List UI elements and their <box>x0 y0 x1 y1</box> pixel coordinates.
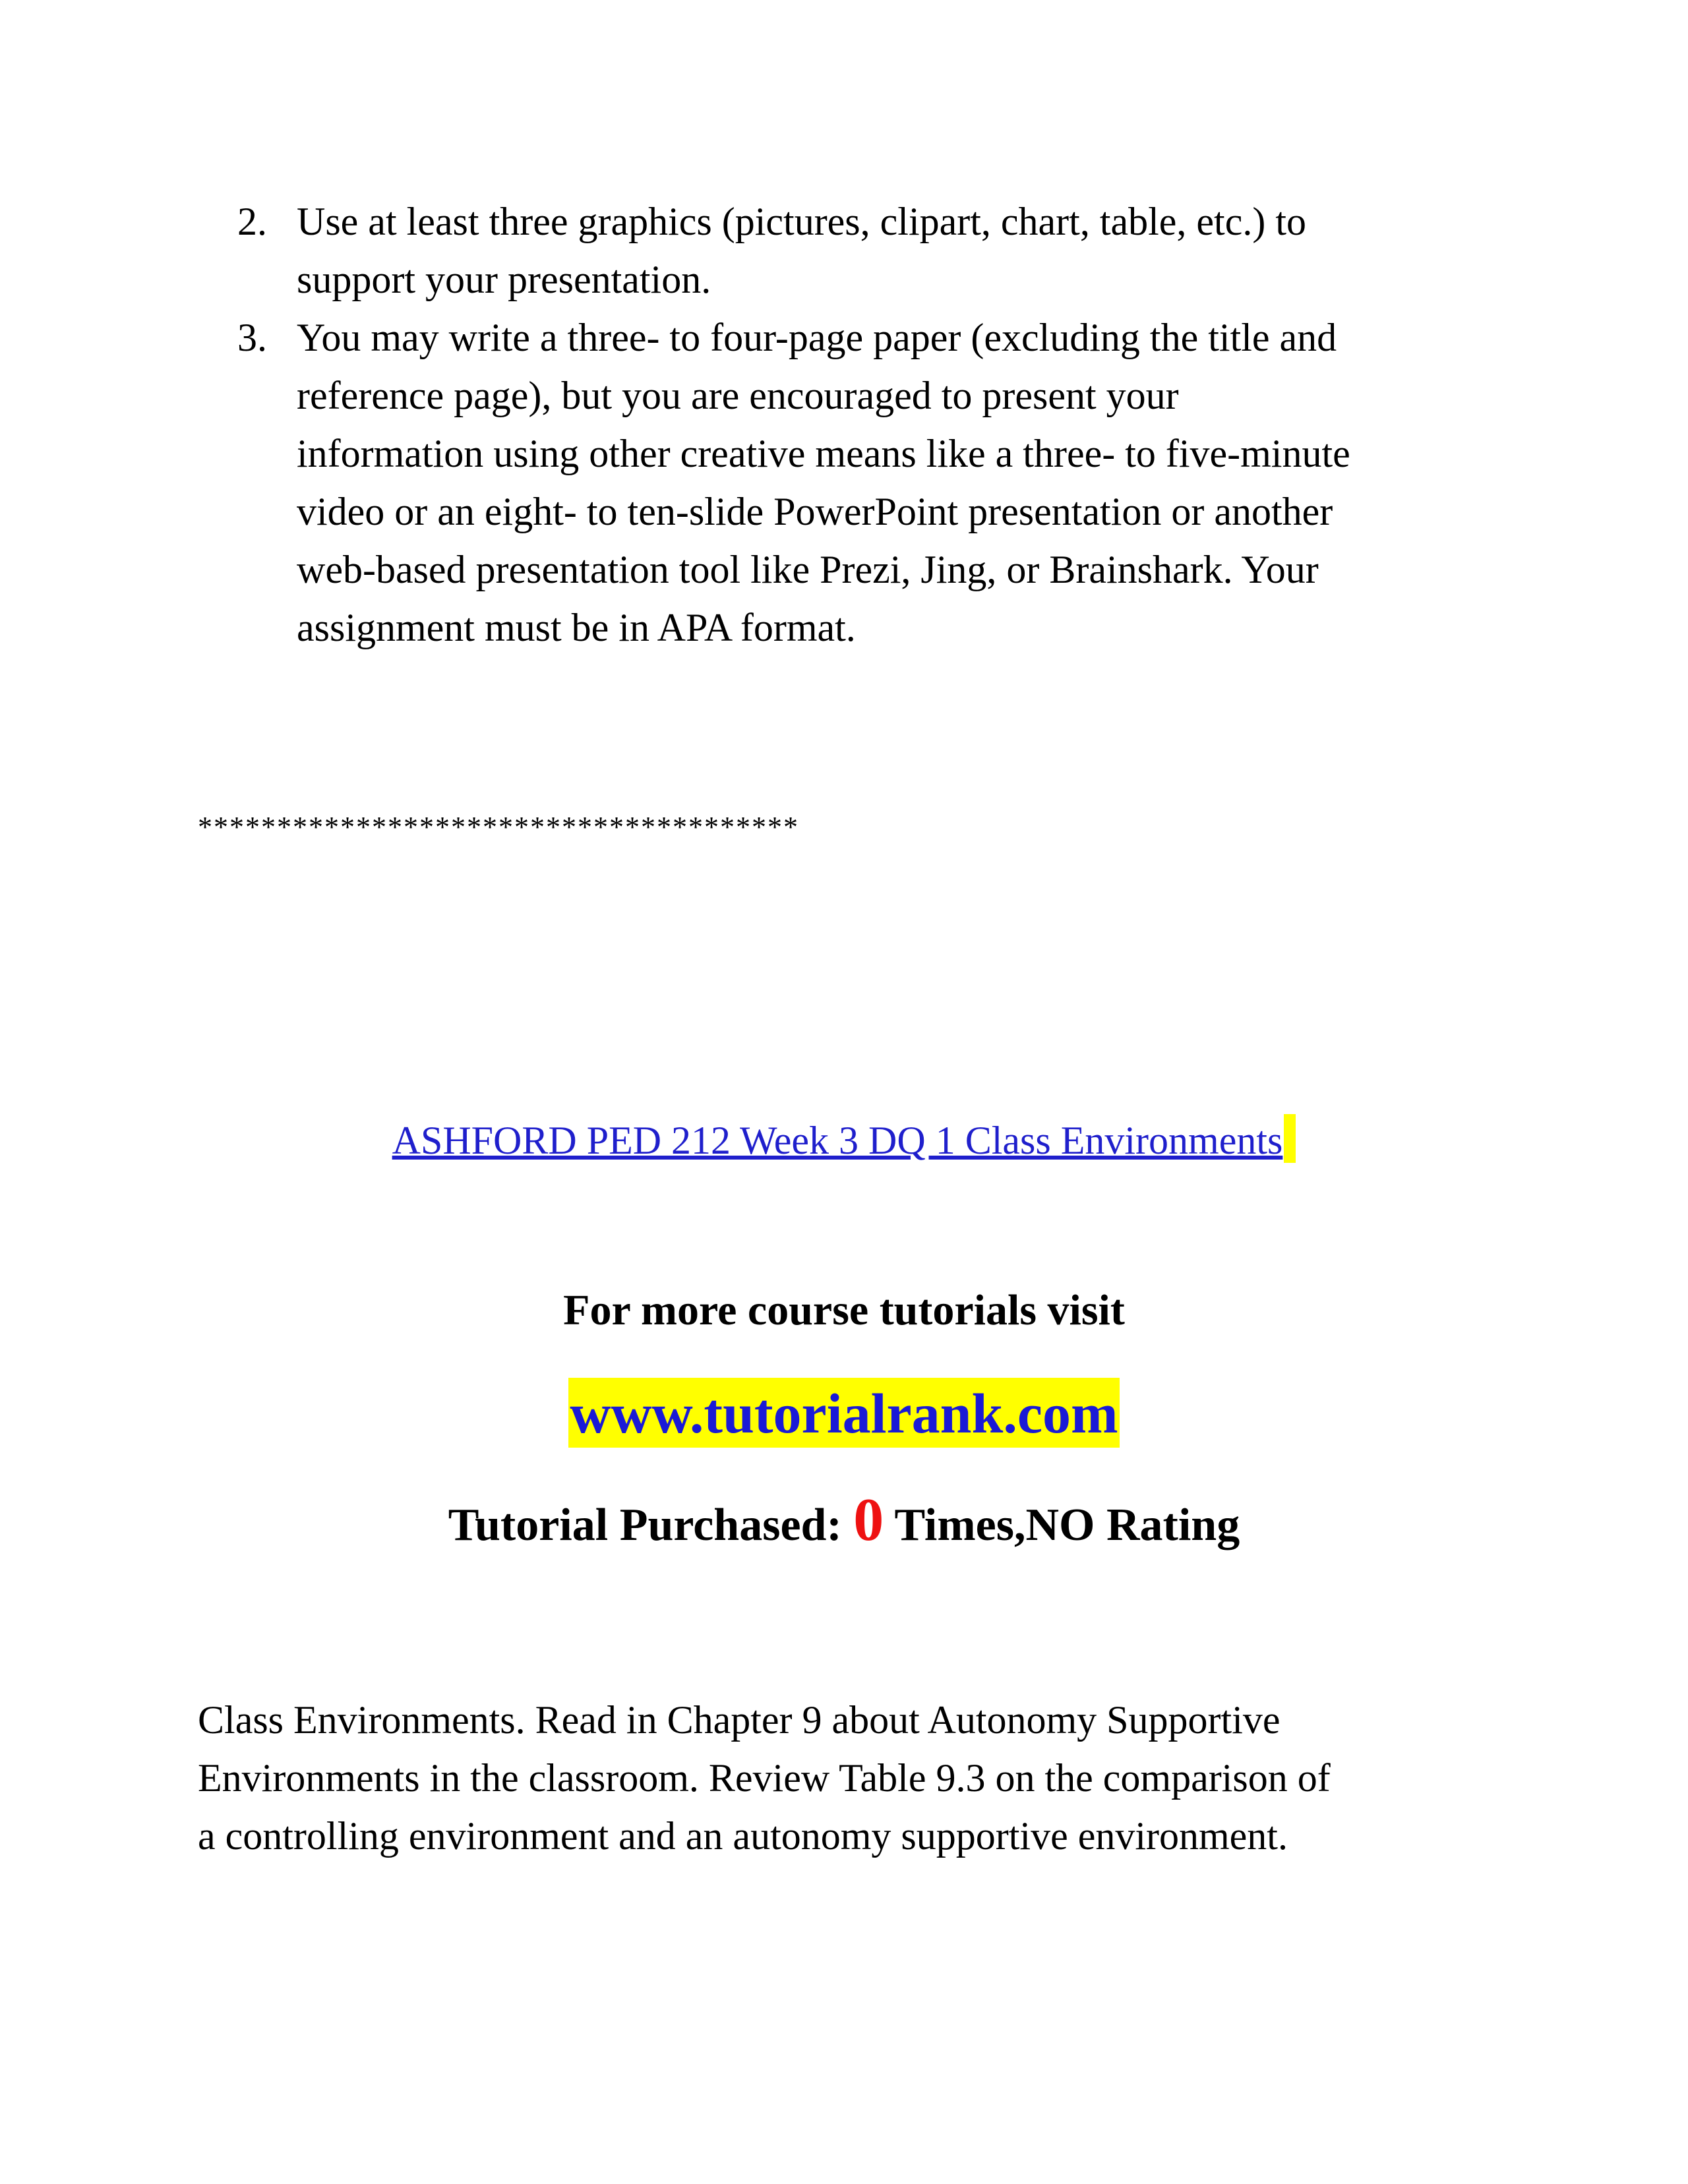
list-item-line: reference page), but you are encouraged to present your <box>297 374 1179 417</box>
list-item-line: support your presentation. <box>297 258 711 301</box>
website-link[interactable]: www.tutorialrank.com <box>568 1378 1119 1448</box>
list-item-number: 2. <box>237 200 267 243</box>
asterisk-separator: ************************************** <box>198 811 799 843</box>
list-item-line: web-based presentation tool like Prezi, Jing, or Brainshark. Your <box>297 548 1319 591</box>
paragraph-line: Environments in the classroom. Review Table 9.3 on the comparison of <box>198 1756 1331 1800</box>
description-paragraph <box>198 1691 1490 1865</box>
list-item-line: Use at least three graphics (pictures, clipart, chart, table, etc.) to <box>297 200 1306 243</box>
list-item <box>237 309 1490 657</box>
paragraph-line: a controlling environment and an autonomy supportive environment. <box>198 1814 1288 1858</box>
highlight-mark <box>1284 1114 1296 1163</box>
paragraph-line: Class Environments. Read in Chapter 9 about Autonomy Supportive <box>198 1698 1281 1742</box>
course-link-row <box>0 1114 1688 1167</box>
list-item-number: 3. <box>237 316 267 359</box>
website-row <box>0 1378 1688 1448</box>
list-item <box>237 192 1490 309</box>
list-item-line: You may write a three- to four-page paper (excluding the title and <box>297 316 1337 359</box>
purchased-count: 0 <box>853 1486 884 1553</box>
purchase-status <box>0 1486 1688 1555</box>
list-item-line: information using other creative means like a three- to five-minute <box>297 432 1350 475</box>
purchased-suffix: Times,NO Rating <box>884 1500 1240 1550</box>
more-tutorials-heading: For more course tutorials visit <box>563 1286 1125 1334</box>
list-item-line: video or an eight- to ten-slide PowerPoint presentation or another <box>297 490 1333 533</box>
course-title-link[interactable]: ASHFORD PED 212 Week 3 DQ 1 Class Environments <box>392 1119 1283 1162</box>
purchased-prefix: Tutorial Purchased: <box>448 1500 854 1550</box>
numbered-list <box>237 192 1490 657</box>
list-item-line: assignment must be in APA format. <box>297 606 856 649</box>
